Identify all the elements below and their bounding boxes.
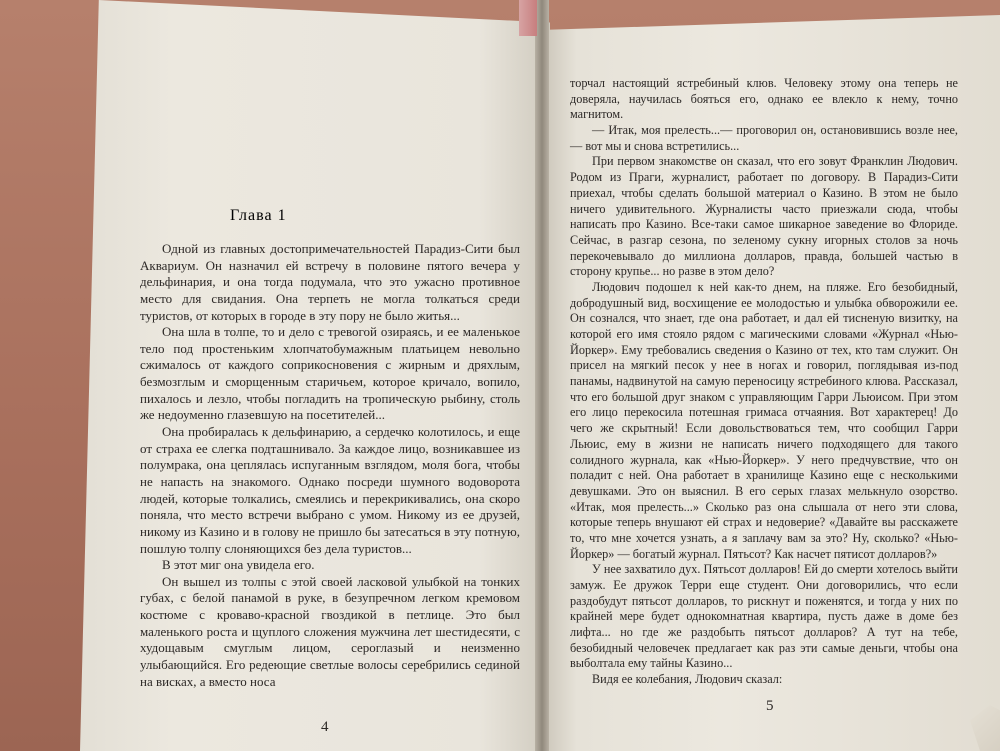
right-paragraph-6: Видя ее колебания, Людович сказал: — [592, 672, 783, 687]
book-spine — [535, 0, 549, 751]
left-page-number: 4 — [321, 719, 329, 735]
left-paragraph-2: Она шла в толпе, то и дело с тревогой озираясь, и ее маленькое тело под простеньким хлопчатобумажным платьицем невольно сжималось от каждого соприкосновения с жирным и дряхлым, безмозглым и сморщенным старичьем, которое кричало, вопило, пихалось и лезло, чтобы погладить на тропическую рыбину, столь же недоуменно глазевшую на посетителей... — [140, 324, 520, 423]
right-paragraph-1: торчал настоящий ястребиный клюв. Человеку этому она теперь не доверяла, научилась бояться его, однако ее влекло к нему, точно магнитом. — [570, 76, 958, 122]
right-paragraph-3: При первом знакомстве он сказал, что его зовут Франклин Людович. Родом из Праги, журналист, работает по договору. В Парадиз-Сити приехал, чтобы сделать большой материал о Казино. В этом не было ничего удивительного. Журналисты часто приезжали сюда, чтобы написать про Казино. Все-таки самое шикарное заведение во Флориде. Сейчас, в разгар сезона, по зеленому сукну игорных столов за ночь перекочевывало до миллиона долларов, правда, большей частью в сторону крупье... но разве в этом дело? — [570, 154, 958, 279]
left-paragraph-1: Одной из главных достопримечательностей Парадиз-Сити был Аквариум. Он назначил ей встречу в половине пятого вечера у дельфинария, и она тогда подумала, что это ужасно противное место для свидания. Она терпеть не могла толкаться среди туристов, от которых в городе в эту пору не было житья... — [140, 241, 520, 323]
left-paragraph-3: Она пробиралась к дельфинарию, а сердечко колотилось, и еще от страха ее слегка подташнивало. За каждое лицо, возникавшее из полумрака, она цеплялась испуганным взглядом, моля бога, чтобы не напасть на знакомого. Однако посреди шумного водоворота людей, которые толкались, смеялись и перекрикивались, она скоро поняла, что место встречи выбрано с умом. Никому из ее друзей, никому из Казино и в голову не пришло бы затесаться в эту потную, пошлую толпу слоняющихся без дела туристов... — [140, 424, 520, 556]
left-page-text — [140, 241, 520, 690]
right-paragraph-4: Людович подошел к ней как-то днем, на пляже. Его безобидный, добродушный вид, восхищение ее молодостью и улыбка обворожили ее. Он сознался, что знает, где она работает, и дал ей тисненую визитку, на которой его имя стояло рядом с магическими словами «Журнал «Нью-Йоркер». Ему требовались сведения о Казино от тех, кто там служит. Он присел на мягкий песок у нее в ногах и говорил, поглядывая из-под панамы, надвинутой на самую переносицу ястребиного клюва. Рассказал, что его большой друг знаком с управляющим Гарри Льюисом. При этом его лицо перекосила потешная гримаса отчаяния. Вот характерец! До чего же скрытный! Если довольствоваться тем, что сообщил Гарри Льюис, ему в жизни не написать ничего подходящего для такого солидного журнала, как «Нью-Йоркер». У него предчувствие, что он поладит с ней. Она работает в хранилище Казино еще с несколькими девушками. Это он выяснил. В его серых глазах мелькнуло озорство. «Итак, моя прелесть...» Сколько раз она слышала от него эти слова, которые теперь внушают ей страх и недоверие? «Давайте вы расскажете то, что мне хочется узнать, а я заплачу вам за это? Ну, сколько? «Нью-Йоркер» — богатый журнал. Пятьсот? Как насчет пятисот долларов?» — [570, 279, 958, 561]
right-paragraph-5: У нее захватило дух. Пятьсот долларов! Ей до смерти хотелось выйти замуж. Ее дружок Терри еще студент. Они договорились, что если раздобудут пятьсот долларов, то рискнут и поженятся, и тогда у них по крайней мере будет однокомнатная квартира, пусть даже в доме без лифта... но где же раздобыть пятьсот долларов? А тут на тебе, безобидный человечек предлагает как раз эти самые деньги, чтобы она выболтала ему тайны Казино... — [570, 562, 958, 671]
right-page-text — [570, 76, 958, 688]
left-paragraph-4: В этот миг она увидела его. — [162, 557, 315, 573]
right-page-number: 5 — [766, 698, 774, 714]
left-paragraph-5: Он вышел из толпы с этой своей ласковой улыбкой на тонких губах, с белой панамой в руке, в безупречном легком кремовом костюме с кроваво-красной гвоздикой в петлице. Это был маленького роста и щуплого сложения мужчина лет шестидесяти, с худощавым смуглым лицом, сероглазый и неизменно улыбающийся. Его редеющие светлые волосы серебрились сединой на висках, а вместо носа — [140, 573, 520, 689]
bookmark-ribbon — [519, 0, 537, 36]
chapter-title: Глава 1 — [230, 207, 287, 224]
right-paragraph-2: — Итак, моя прелесть...— проговорил он, остановившись возле нее, — вот мы и снова встретились... — [570, 123, 958, 153]
